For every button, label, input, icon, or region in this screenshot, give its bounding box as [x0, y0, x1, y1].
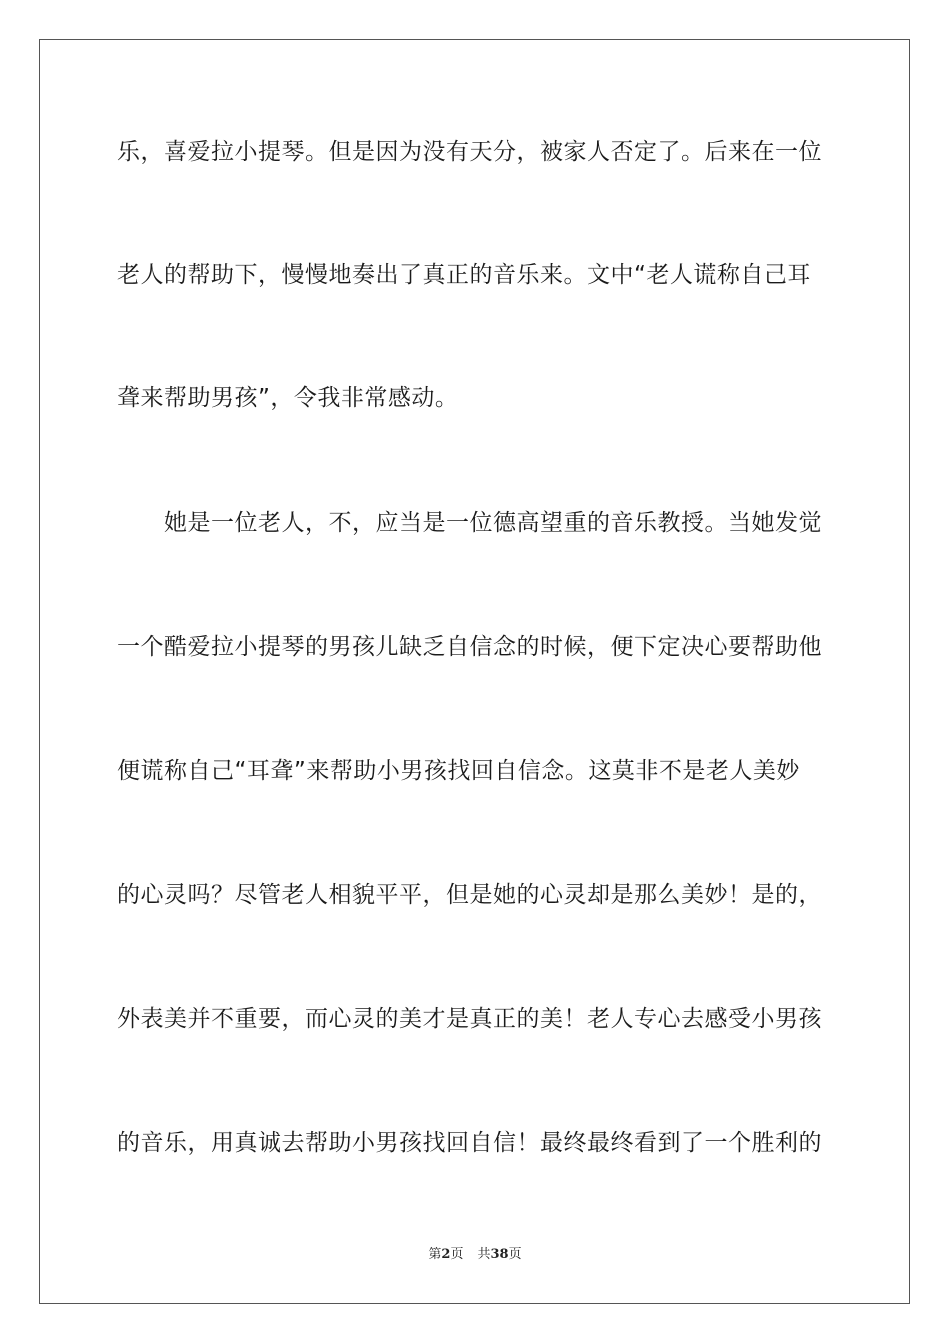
body-line-2: 老人的帮助下，慢慢地奏出了真正的音乐来。文中“老人谎称自己耳 [117, 262, 811, 288]
body-line-6: 便谎称自己“耳聋”来帮助小男孩找回自信念。这莫非不是老人美妙 [117, 758, 800, 784]
page-number: 2 [441, 1247, 451, 1262]
total-suffix: 页 [508, 1247, 522, 1262]
body-line-4: 她是一位老人，不，应当是一位德高望重的音乐教授。当她发觉 [117, 510, 822, 536]
body-line-9: 的音乐，用真诚去帮助小男孩找回自信！最终最终看到了一个胜利的 [117, 1130, 822, 1156]
body-line-1: 乐，喜爱拉小提琴。但是因为没有天分，被家人否定了。后来在一位 [117, 139, 822, 165]
page-prefix: 第 [428, 1247, 442, 1262]
page-footer [0, 1246, 950, 1264]
body-line-8: 外表美并不重要，而心灵的美才是真正的美！老人专心去感受小男孩 [117, 1006, 822, 1032]
page-suffix: 页 [450, 1247, 464, 1262]
body-line-5: 一个酷爱拉小提琴的男孩儿缺乏自信念的时候，便下定决心要帮助他 [117, 634, 822, 660]
total-prefix: 共 [477, 1247, 491, 1262]
page-border [39, 39, 910, 1304]
body-line-7: 的心灵吗？尽管老人相貌平平，但是她的心灵却是那么美妙！是的， [117, 882, 822, 908]
body-line-3: 聋来帮助男孩”，令我非常感动。 [117, 385, 459, 411]
total-pages: 38 [490, 1247, 509, 1262]
